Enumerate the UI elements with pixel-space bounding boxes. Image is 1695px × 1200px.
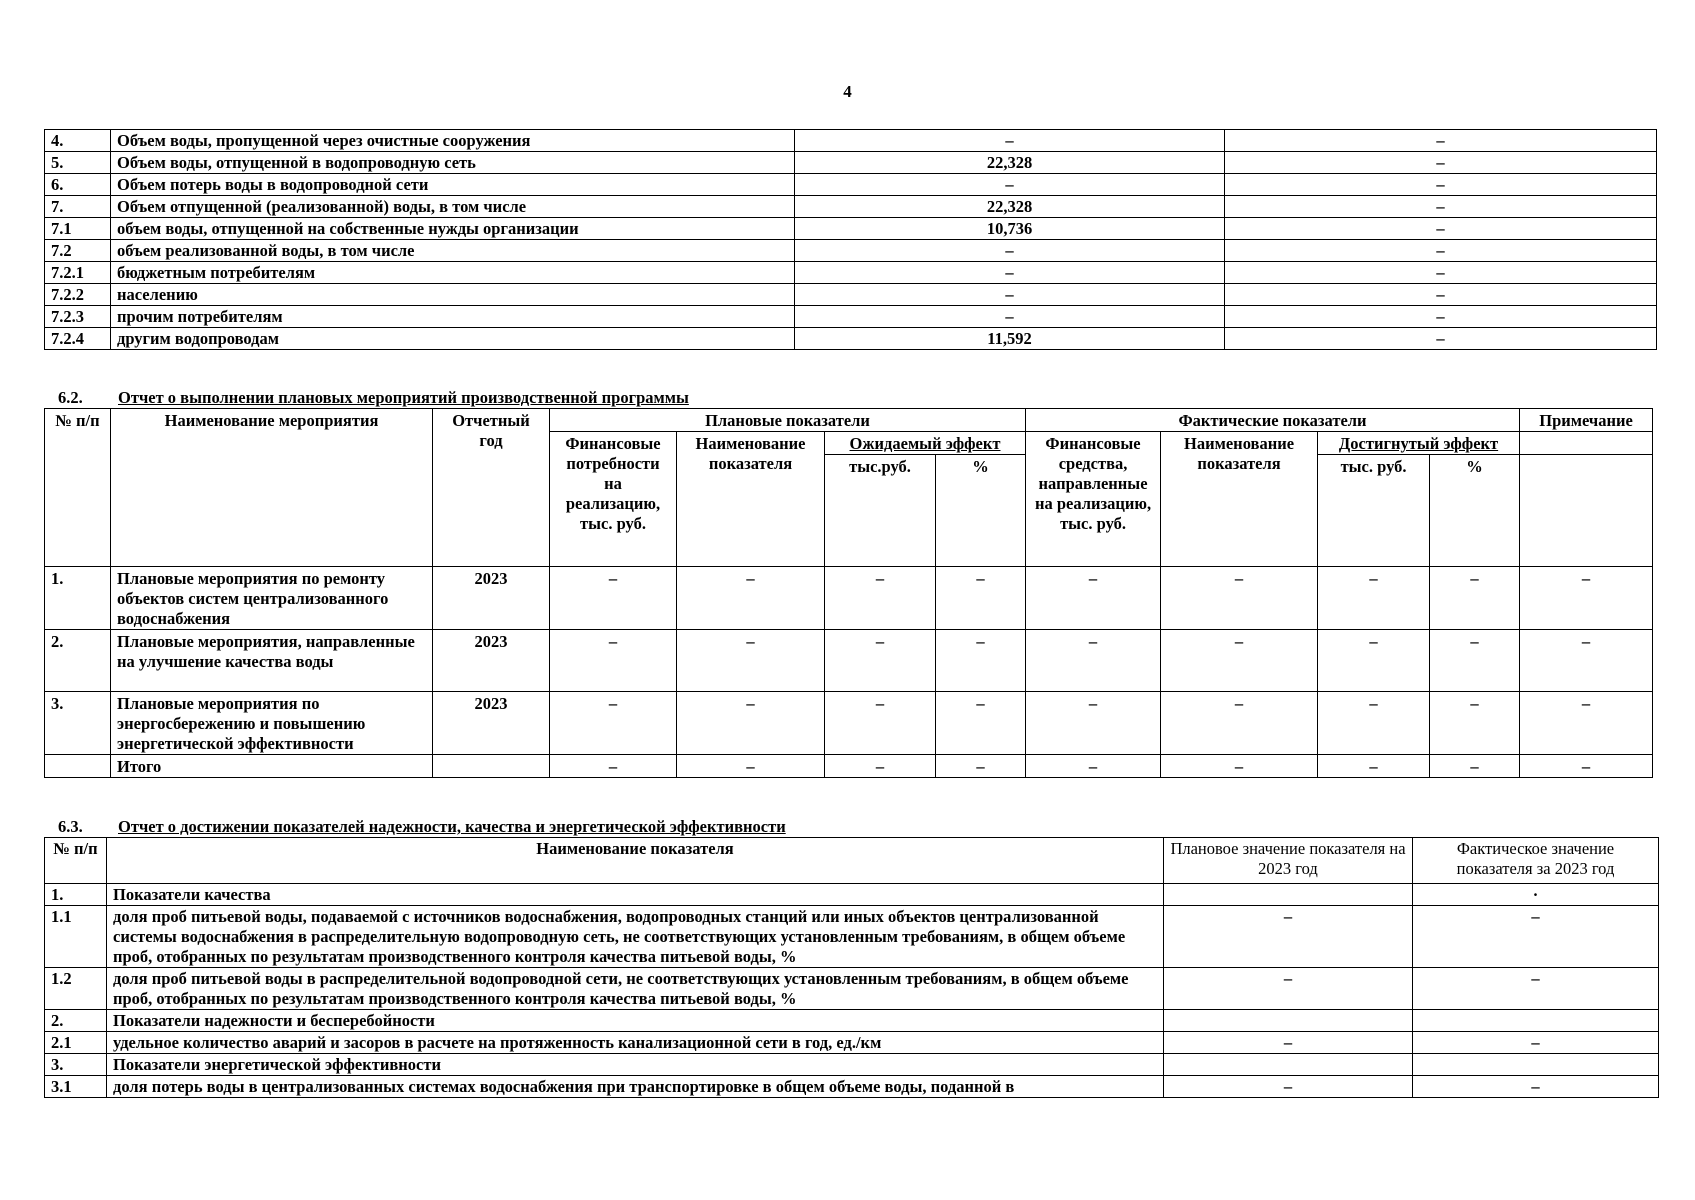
value-cell: –	[1161, 567, 1318, 630]
value-cell: –	[1430, 755, 1520, 778]
value-cell: –	[677, 630, 825, 692]
table-row	[45, 130, 1657, 152]
indicator-name: удельное количество аварий и засоров в расчете на протяженность канализационной сети в год, ед./км	[107, 1032, 1164, 1054]
row-number: 1.1	[45, 906, 107, 968]
value-cell: –	[1026, 755, 1161, 778]
plan-value: –	[795, 284, 1225, 306]
plan-value: –	[795, 130, 1225, 152]
fact-value: –	[1225, 306, 1657, 328]
row-number: 2.1	[45, 1032, 107, 1054]
section-title: Отчет о достижении показателей надежности, качества и энергетической эффективности	[118, 817, 786, 836]
row-name: бюджетным потребителям	[111, 262, 795, 284]
value-cell: –	[1318, 755, 1430, 778]
section-6-2-title	[58, 388, 689, 408]
row-number: 1.2	[45, 968, 107, 1010]
table-row	[45, 1032, 1659, 1054]
table-row	[45, 968, 1659, 1010]
row-number: 6.	[45, 174, 111, 196]
plan-value: –	[795, 174, 1225, 196]
value-cell: –	[1318, 692, 1430, 755]
section-title: Отчет о выполнении плановых мероприятий производственной программы	[118, 388, 689, 407]
value-cell: –	[1430, 692, 1520, 755]
reliability-indicators-table	[44, 837, 1659, 1098]
row-name: населению	[111, 284, 795, 306]
value-cell: –	[1520, 567, 1653, 630]
value-cell: –	[1430, 567, 1520, 630]
table-row	[45, 1076, 1659, 1098]
plan-value	[1164, 884, 1413, 906]
row-name: прочим потребителям	[111, 306, 795, 328]
header-year: Отчетный год	[433, 409, 550, 567]
header-plan-fin: Финансовые потребности на реализацию, тыс. руб.	[550, 432, 677, 567]
fact-value: –	[1225, 152, 1657, 174]
value-cell: –	[825, 692, 936, 755]
table-row	[45, 630, 1653, 692]
row-number: 2.	[45, 630, 111, 692]
fact-value: –	[1225, 196, 1657, 218]
header-measure-name: Наименование мероприятия	[111, 409, 433, 567]
table-row	[45, 328, 1657, 350]
fact-value: –	[1225, 174, 1657, 196]
value-cell: –	[550, 755, 677, 778]
plan-value: –	[795, 306, 1225, 328]
value-cell: –	[1318, 630, 1430, 692]
table-row	[45, 755, 1653, 778]
header-plan-effect: Ожидаемый эффект	[825, 432, 1026, 455]
row-number: 4.	[45, 130, 111, 152]
table-row	[45, 906, 1659, 968]
fact-value: –	[1225, 328, 1657, 350]
fact-value: –	[1225, 262, 1657, 284]
fact-value: –	[1225, 130, 1657, 152]
table-row	[45, 284, 1657, 306]
row-number: 7.2.2	[45, 284, 111, 306]
indicator-name: Показатели качества	[107, 884, 1164, 906]
water-volume-table	[44, 129, 1657, 350]
row-name: Объем воды, пропущенной через очистные сооружения	[111, 130, 795, 152]
planned-measures-table	[44, 408, 1653, 778]
measure-name: Плановые мероприятия, направленные на улучшение качества воды	[111, 630, 433, 692]
value-cell: –	[936, 630, 1026, 692]
row-number	[45, 755, 111, 778]
fact-value: –	[1225, 284, 1657, 306]
value-cell: –	[550, 630, 677, 692]
value-cell: –	[1026, 630, 1161, 692]
header-fact-effect: Достигнутый эффект	[1318, 432, 1520, 455]
indicator-name: доля проб питьевой воды в распределительной водопроводной сети, не соответствующих установленным требованиям, в общем объеме проб, отобранных по результатам производственного контроля качества питьевой воды, %	[107, 968, 1164, 1010]
header-fact-pct: %	[1430, 455, 1520, 567]
header-fact-value: Фактическое значение показателя за 2023 год	[1413, 838, 1659, 884]
plan-value: 22,328	[795, 196, 1225, 218]
value-cell: –	[825, 755, 936, 778]
table-row	[45, 884, 1659, 906]
value-cell: –	[936, 755, 1026, 778]
table-row	[45, 306, 1657, 328]
header-planned: Плановые показатели	[550, 409, 1026, 432]
fact-value: –	[1225, 218, 1657, 240]
indicator-name: доля потерь воды в централизованных системах водоснабжения при транспортировке в общем объеме воды, поданной в	[107, 1076, 1164, 1098]
header-fact-rub: тыс. руб.	[1318, 455, 1430, 567]
value-cell: –	[825, 567, 936, 630]
value-cell: –	[936, 567, 1026, 630]
value-cell: –	[550, 692, 677, 755]
fact-value: ·	[1413, 884, 1659, 906]
row-name: Объем воды, отпущенной в водопроводную сеть	[111, 152, 795, 174]
header-plan-value: Плановое значение показателя на 2023 год	[1164, 838, 1413, 884]
row-number: 7.2.3	[45, 306, 111, 328]
row-number: 7.	[45, 196, 111, 218]
row-name: объем воды, отпущенной на собственные нужды организации	[111, 218, 795, 240]
value-cell: –	[1161, 630, 1318, 692]
fact-value	[1413, 1010, 1659, 1032]
header-plan-rub: тыс.руб.	[825, 455, 936, 567]
fact-value: –	[1413, 1076, 1659, 1098]
row-name: объем реализованной воды, в том числе	[111, 240, 795, 262]
indicator-name: доля проб питьевой воды, подаваемой с источников водоснабжения, водопроводных станций или иных объектов централизованной системы водоснабжения в распределительную водопроводную сеть, не соответствующих установленным требованиям, в общем объеме проб, отобранных по результатам производственного контроля качества питьевой воды, %	[107, 906, 1164, 968]
header-fact-indicator: Наименование показателя	[1161, 432, 1318, 567]
table-row	[45, 240, 1657, 262]
value-cell: –	[677, 567, 825, 630]
table-row	[45, 262, 1657, 284]
value-cell: –	[936, 692, 1026, 755]
section-6-3-title	[58, 817, 786, 837]
row-number: 7.2.4	[45, 328, 111, 350]
row-name: Объем отпущенной (реализованной) воды, в том числе	[111, 196, 795, 218]
header-note-empty	[1520, 432, 1653, 455]
row-number: 7.2	[45, 240, 111, 262]
plan-value	[1164, 1010, 1413, 1032]
header-num: № п/п	[45, 838, 107, 884]
measure-name: Плановые мероприятия по ремонту объектов систем централизованного водоснабжения	[111, 567, 433, 630]
row-number: 1.	[45, 884, 107, 906]
header-note-empty2	[1520, 455, 1653, 567]
table-row	[45, 152, 1657, 174]
report-year: 2023	[433, 630, 550, 692]
row-number: 3.	[45, 692, 111, 755]
section-number: 6.3.	[58, 817, 83, 836]
fact-value: –	[1413, 1032, 1659, 1054]
value-cell: –	[677, 755, 825, 778]
page-number: 4	[843, 82, 852, 101]
fact-value: –	[1225, 240, 1657, 262]
row-number: 7.1	[45, 218, 111, 240]
row-number: 3.1	[45, 1076, 107, 1098]
table-row	[45, 1010, 1659, 1032]
row-number: 2.	[45, 1010, 107, 1032]
fact-value	[1413, 1054, 1659, 1076]
table-row	[45, 692, 1653, 755]
plan-value: 11,592	[795, 328, 1225, 350]
value-cell: –	[1026, 692, 1161, 755]
value-cell: –	[1520, 630, 1653, 692]
header-indicator-name: Наименование показателя	[107, 838, 1164, 884]
table-row	[45, 174, 1657, 196]
indicator-name: Показатели надежности и бесперебойности	[107, 1010, 1164, 1032]
table-row	[45, 196, 1657, 218]
plan-value: –	[1164, 906, 1413, 968]
row-number: 5.	[45, 152, 111, 174]
fact-value: –	[1413, 906, 1659, 968]
value-cell: –	[1520, 755, 1653, 778]
header-actual: Фактические показатели	[1026, 409, 1520, 432]
header-note: Примечание	[1520, 409, 1653, 432]
measure-name: Итого	[111, 755, 433, 778]
plan-value	[1164, 1054, 1413, 1076]
row-number: 1.	[45, 567, 111, 630]
table-row	[45, 567, 1653, 630]
plan-value: –	[795, 262, 1225, 284]
value-cell: –	[825, 630, 936, 692]
value-cell: –	[1430, 630, 1520, 692]
report-year: 2023	[433, 567, 550, 630]
table-row	[45, 1054, 1659, 1076]
plan-value: –	[1164, 1076, 1413, 1098]
header-plan-pct: %	[936, 455, 1026, 567]
table-row	[45, 218, 1657, 240]
measure-name: Плановые мероприятия по энергосбережению и повышению энергетической эффективности	[111, 692, 433, 755]
plan-value: –	[795, 240, 1225, 262]
header-num: № п/п	[45, 409, 111, 567]
plan-value: –	[1164, 968, 1413, 1010]
plan-value: –	[1164, 1032, 1413, 1054]
row-number: 7.2.1	[45, 262, 111, 284]
value-cell: –	[1318, 567, 1430, 630]
report-year: 2023	[433, 692, 550, 755]
row-number: 3.	[45, 1054, 107, 1076]
plan-value: 10,736	[795, 218, 1225, 240]
value-cell: –	[550, 567, 677, 630]
header-fact-fin: Финансовые средства, направленные на реализацию, тыс. руб.	[1026, 432, 1161, 567]
plan-value: 22,328	[795, 152, 1225, 174]
value-cell: –	[1161, 755, 1318, 778]
row-name: Объем потерь воды в водопроводной сети	[111, 174, 795, 196]
value-cell: –	[1026, 567, 1161, 630]
indicator-name: Показатели энергетической эффективности	[107, 1054, 1164, 1076]
report-year	[433, 755, 550, 778]
value-cell: –	[1161, 692, 1318, 755]
fact-value: –	[1413, 968, 1659, 1010]
section-number: 6.2.	[58, 388, 83, 407]
row-name: другим водопроводам	[111, 328, 795, 350]
value-cell: –	[1520, 692, 1653, 755]
value-cell: –	[677, 692, 825, 755]
header-plan-indicator: Наименование показателя	[677, 432, 825, 567]
